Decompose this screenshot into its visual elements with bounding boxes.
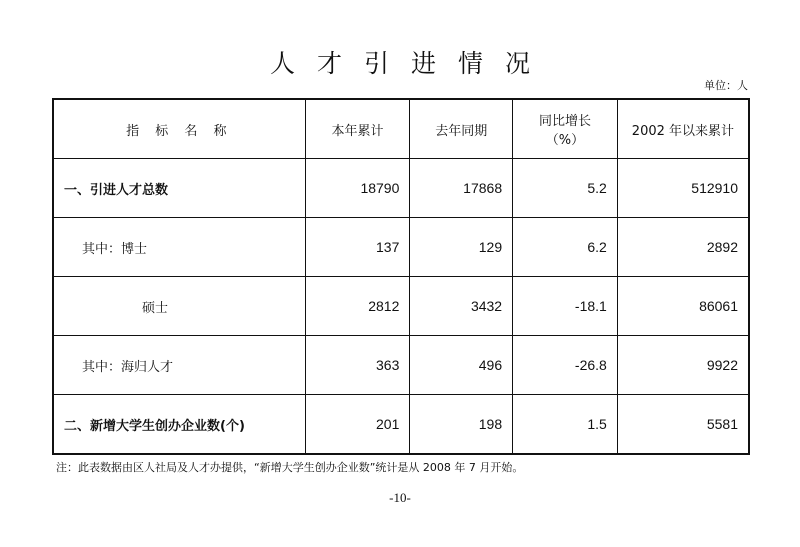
cell: 3432 — [410, 277, 513, 336]
cell: 129 — [410, 218, 513, 277]
row-name: 其中：海归人才 — [53, 336, 305, 395]
header-cell: 2002 年以来累计 — [617, 99, 749, 159]
cell: 5581 — [617, 395, 749, 455]
cell: 198 — [410, 395, 513, 455]
cell: 18790 — [305, 159, 410, 218]
cell: -18.1 — [513, 277, 618, 336]
cell: 6.2 — [513, 218, 618, 277]
table-row — [53, 277, 749, 336]
cell: 512910 — [617, 159, 749, 218]
unit-label: 单位：人 — [704, 79, 748, 92]
header-cell: 去年同期 — [410, 99, 513, 159]
cell: 201 — [305, 395, 410, 455]
row-name: 硕士 — [53, 277, 305, 336]
cell: 2892 — [617, 218, 749, 277]
cell: 86061 — [617, 277, 749, 336]
talent-table — [52, 98, 750, 455]
row-name: 一、引进人才总数 — [53, 159, 305, 218]
cell: -26.8 — [513, 336, 618, 395]
cell: 1.5 — [513, 395, 618, 455]
cell: 2812 — [305, 277, 410, 336]
header-cell: 本年累计 — [305, 99, 410, 159]
cell: 5.2 — [513, 159, 618, 218]
page-number: -10- — [389, 490, 411, 505]
table-row — [53, 395, 749, 455]
cell: 17868 — [410, 159, 513, 218]
header-cell: 指 标 名 称 — [53, 99, 305, 159]
footnote: 注：此表数据由区人社局及人才办提供，“新增大学生创办企业数”统计是从 2008 年 7 月开始。 — [56, 461, 524, 474]
row-name: 二、新增大学生创办企业数(个) — [53, 395, 305, 455]
cell: 496 — [410, 336, 513, 395]
table-header — [53, 99, 749, 159]
cell: 363 — [305, 336, 410, 395]
table-row — [53, 218, 749, 277]
header-cell: 同比增长（%） — [513, 99, 618, 159]
row-name: 其中：博士 — [53, 218, 305, 277]
page-title: 人才引进情况 — [269, 49, 552, 78]
cell: 9922 — [617, 336, 749, 395]
cell: 137 — [305, 218, 410, 277]
table-row — [53, 336, 749, 395]
table-row — [53, 159, 749, 218]
